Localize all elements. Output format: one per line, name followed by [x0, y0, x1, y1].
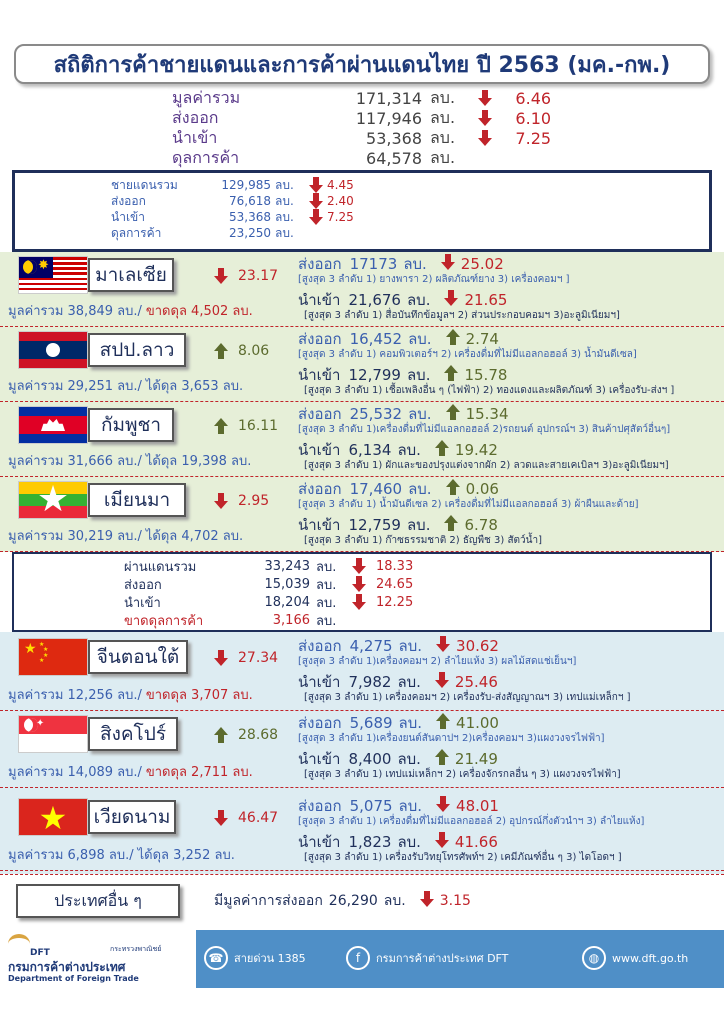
- export-top3: [สูงสุด 3 ลำดับ 1)เครื่องดื่มที่ไม่มีแอลกอฮอล์ 2)รถยนต์ อุปกรณ์ฯ 3) สินค้าปศุสัตว์อื่นๆ]: [298, 424, 671, 435]
- country-total-change: [214, 650, 278, 666]
- footer: [0, 930, 724, 988]
- border-label: นำเข้า: [111, 209, 145, 224]
- export-unit: ลบ.: [398, 637, 423, 655]
- arrow-down-icon: [214, 810, 228, 826]
- import-unit: ลบ.: [397, 833, 421, 851]
- import-pct: 15.78: [464, 366, 508, 384]
- logo-abbr: DFT: [30, 948, 50, 958]
- transit-row: [124, 558, 413, 574]
- transit-label: ส่งออก: [124, 577, 162, 593]
- country-balance: ได้ดุล 3,653 ลบ.: [145, 379, 244, 394]
- border-label: ชายแดนรวม: [111, 177, 178, 192]
- import-label: นำเข้า: [298, 516, 341, 534]
- facebook-text: กรมการค้าต่างประเทศ DFT: [376, 952, 509, 965]
- export-top3: [สูงสุด 3 ลำดับ 1) คอมพิวเตอร์ฯ 2) เครื่องดื่มที่ไม่มีแอลกอฮอล์ 3) น้ำมันดีเซล]: [298, 349, 637, 360]
- export-value: 5,075: [349, 797, 393, 815]
- export-label: ส่งออก: [298, 405, 342, 423]
- arrow-down-icon: [478, 130, 492, 146]
- export-pct: 15.34: [465, 405, 509, 423]
- facebook-icon: f: [346, 946, 370, 970]
- transit-unit: ลบ.: [316, 595, 337, 611]
- laos-flag: [18, 331, 88, 369]
- export-pct: 48.01: [456, 797, 499, 815]
- page-title: สถิติการค้าชายแดนและการค้าผ่านแดนไทย ปี 2563 (มค.-กพ.): [53, 52, 671, 78]
- arrow-up-icon: [214, 727, 228, 743]
- export-pct: 41.00: [456, 714, 499, 732]
- hotline-text: สายด่วน 1385: [234, 952, 306, 965]
- import-value: 1,823: [348, 833, 392, 851]
- export-unit: ลบ.: [403, 255, 427, 273]
- summary-label: ดุลการค้า: [172, 147, 240, 167]
- arrow-up-icon: [435, 440, 449, 456]
- summary-unit: ลบ.: [430, 107, 456, 127]
- dft-logo: [0, 930, 196, 988]
- arrow-down-icon: [435, 832, 449, 848]
- country-total-value: มูลค่ารวม 38,849 ลบ./: [8, 304, 142, 319]
- export-value: 16,452: [349, 330, 403, 348]
- import-top3: [สูงสุด 3 ลำดับ 1) สื่อบันทึกข้อมูลฯ 2) ส่วนประกอบคอมฯ 3)อะลูมิเนียมฯ]: [304, 310, 620, 321]
- border-unit: ลบ.: [275, 209, 294, 224]
- export-unit: ลบ.: [398, 714, 423, 732]
- import-value: 12,799: [348, 366, 401, 384]
- other-export-pct: 3.15: [439, 893, 471, 909]
- import-unit: ลบ.: [406, 291, 431, 309]
- country-block: [0, 713, 724, 787]
- cambodia-flag: [18, 406, 88, 444]
- arrow-down-icon: [435, 672, 449, 688]
- arrow-down-icon: [352, 558, 366, 574]
- country-total-change: [214, 268, 278, 284]
- country-block: [0, 636, 724, 710]
- country-name-box: [88, 800, 176, 834]
- country-total-pct: 23.17: [238, 268, 279, 284]
- country-balance: ขาดดุล 4,502 ลบ.: [145, 304, 253, 319]
- arrow-up-icon: [214, 343, 228, 359]
- transit-value: 18,204: [264, 594, 310, 610]
- ministry-name: กระทรวงพาณิชย์: [110, 945, 162, 953]
- country-balance: ขาดดุล 2,711 ลบ.: [145, 765, 253, 780]
- separator: [0, 870, 724, 871]
- other-export-label: มีมูลค่าการส่งออก: [214, 893, 323, 909]
- country-summary: [8, 525, 243, 546]
- country-name: จีนตอนใต้: [96, 646, 180, 668]
- country-total-value: มูลค่ารวม 29,251 ลบ./: [8, 379, 142, 394]
- country-balance: ได้ดุล 4,702 ลบ.: [145, 529, 244, 544]
- export-pct: 2.74: [465, 330, 499, 348]
- export-label: ส่งออก: [298, 480, 342, 498]
- arrow-up-icon: [444, 365, 458, 381]
- country-total-pct: 27.34: [238, 650, 279, 666]
- transit-value: 33,243: [264, 558, 310, 574]
- country-balance: ได้ดุล 19,398 ลบ.: [145, 454, 252, 469]
- summary-unit: ลบ.: [430, 87, 456, 107]
- export-pct: 30.62: [456, 637, 499, 655]
- export-top3: [สูงสุด 3 ลำดับ 1) เครื่องดื่มที่ไม่มีแอลกอฮอล์ 2) อุปกรณ์กึ่งตัวนำฯ 3) ลำไยแห้ง]: [298, 816, 645, 827]
- separator: [0, 787, 724, 788]
- hotline-item[interactable]: [204, 946, 306, 970]
- department-name-th: กรมการค้าต่างประเทศ: [8, 960, 126, 974]
- summary-value: 64,578: [366, 148, 422, 168]
- summary-unit: ลบ.: [430, 127, 456, 147]
- border-unit: ลบ.: [275, 193, 294, 208]
- export-unit: ลบ.: [408, 330, 432, 348]
- border-unit: ลบ.: [275, 225, 294, 240]
- country-summary: [8, 844, 235, 865]
- country-summary: [8, 300, 253, 321]
- arrow-up-icon: [446, 329, 460, 345]
- import-label: นำเข้า: [298, 750, 341, 768]
- import-unit: ลบ.: [397, 673, 421, 691]
- transit-row: [124, 612, 352, 628]
- import-pct: 21.65: [464, 291, 508, 309]
- country-name-box: [88, 333, 186, 367]
- import-value: 6,134: [348, 441, 392, 459]
- country-total-change: [214, 493, 269, 509]
- import-label: นำเข้า: [298, 366, 341, 384]
- arrow-up-icon: [436, 713, 450, 729]
- arrow-up-icon: [214, 418, 228, 434]
- country-block: [0, 796, 724, 870]
- import-pct: 21.49: [454, 750, 498, 768]
- import-label: นำเข้า: [298, 441, 341, 459]
- summary-label: มูลค่ารวม: [172, 87, 241, 107]
- import-top3: [สูงสุด 3 ลำดับ 1) เทปแม่เหล็กฯ 2) เครื่องจักรกลอื่น ๆ 3) แผงวงจรไฟฟ้า]: [304, 769, 621, 780]
- arrow-up-icon: [444, 515, 458, 531]
- other-export-value: 26,290: [328, 893, 378, 909]
- arrow-up-icon: [446, 479, 460, 495]
- arrow-down-icon: [352, 594, 366, 610]
- export-pct: 25.02: [460, 255, 504, 273]
- summary-pct: 7.25: [515, 128, 552, 148]
- export-value: 17173: [349, 255, 398, 273]
- import-unit: ลบ.: [406, 366, 431, 384]
- other-countries-line: [214, 890, 471, 912]
- country-name-box: [88, 258, 174, 292]
- export-unit: ลบ.: [408, 405, 432, 423]
- arrow-up-icon: [446, 404, 460, 420]
- department-name-en: Department of Foreign Trade: [8, 974, 139, 983]
- summary-pct: 6.46: [515, 88, 552, 108]
- myanmar-flag: ★: [18, 481, 88, 519]
- arrow-down-icon: [214, 268, 228, 284]
- import-value: 21,676: [348, 291, 401, 309]
- country-summary: [8, 375, 243, 396]
- country-name-box: [88, 483, 186, 517]
- malaysia-flag: ✸: [18, 256, 88, 294]
- arrow-up-icon: [435, 749, 449, 765]
- import-pct: 25.46: [454, 673, 498, 691]
- website-item[interactable]: [582, 946, 688, 970]
- country-total-change: [214, 343, 269, 359]
- transit-pct: 24.65: [376, 576, 414, 592]
- transit-label: นำเข้า: [124, 595, 161, 611]
- summary-value: 53,368: [366, 128, 422, 148]
- export-top3: [สูงสุด 3 ลำดับ 1)เครื่องยนต์สันดาปฯ 2)เครื่องคอมฯ 3)แผงวงจรไฟฟ้า]: [298, 733, 605, 744]
- import-top3: [สูงสุด 3 ลำดับ 1) เครื่องคอมฯ 2) เครื่องรับ-ส่งสัญญาณฯ 3) เทปแม่เหล็กฯ ]: [304, 692, 631, 703]
- country-total-pct: 2.95: [238, 493, 270, 509]
- title-box: [14, 44, 710, 84]
- import-top3: [สูงสุด 3 ลำดับ 1) ผักและของปรุงแต่งจากผัก 2) ลวดและสายเคเบิลฯ 3)อะลูมิเนียมฯ]: [304, 460, 669, 471]
- import-top3: [สูงสุด 3 ลำดับ 1) เครื่องรับวิทยุโทรศัพท์ฯ 2) เคมีภัณฑ์อื่น ๆ 3) ไดโอดฯ ]: [304, 852, 622, 863]
- arrow-down-icon: [309, 177, 323, 193]
- import-label: นำเข้า: [298, 291, 341, 309]
- arrow-down-icon: [352, 576, 366, 592]
- country-block: [0, 329, 724, 401]
- phone-icon: ☎: [204, 946, 228, 970]
- border-value: 129,985: [221, 178, 271, 192]
- export-value: 25,532: [349, 405, 403, 423]
- country-total-pct: 28.68: [238, 727, 279, 743]
- arrow-down-icon: [214, 493, 228, 509]
- arrow-down-icon: [478, 110, 492, 126]
- arrow-down-icon: [436, 636, 450, 652]
- import-top3: [สูงสุด 3 ลำดับ 1) ก๊าซธรรมชาติ 2) ธัญพืช 3) สัตว์น้ำ]: [304, 535, 543, 546]
- border-unit: ลบ.: [275, 177, 294, 192]
- summary-label: นำเข้า: [172, 127, 218, 147]
- other-countries-box: [16, 884, 180, 918]
- country-total-change: [214, 810, 278, 826]
- other-export-unit: ลบ.: [383, 893, 406, 909]
- summary-label: ส่งออก: [172, 107, 219, 127]
- transit-label: ขาดดุลการค้า: [124, 613, 204, 629]
- country-name-box: [88, 408, 174, 442]
- import-pct: 19.42: [454, 441, 498, 459]
- summary-pct: 6.10: [515, 108, 552, 128]
- transit-unit: ลบ.: [316, 577, 337, 593]
- transit-trade-box: [12, 552, 712, 632]
- border-label: ดุลการค้า: [111, 225, 162, 240]
- export-top3: [สูงสุด 3 ลำดับ 1) ยางพารา 2) ผลิตภัณฑ์ยาง 3) เครื่องคอมฯ ]: [298, 274, 570, 285]
- separator: [0, 874, 724, 875]
- export-unit: ลบ.: [408, 480, 432, 498]
- country-total-change: [214, 418, 278, 434]
- china-flag: ★ ★ ★ ★ ★: [18, 638, 88, 676]
- other-countries-label: ประเทศอื่น ๆ: [54, 890, 142, 910]
- country-total-value: มูลค่ารวม 6,898 ลบ./: [8, 848, 134, 863]
- vietnam-flag: ★: [18, 798, 88, 836]
- country-total-pct: 16.11: [238, 418, 279, 434]
- country-name-box: [88, 640, 188, 674]
- transit-value: 3,166: [272, 612, 310, 628]
- export-top3: [สูงสุด 3 ลำดับ 1)เครื่องคอมฯ 2) ลำไยแห้ง 3) ผลไม้สดแช่เย็นฯ]: [298, 656, 577, 667]
- country-total-value: มูลค่ารวม 12,256 ลบ./: [8, 688, 142, 703]
- arrow-down-icon: [309, 209, 323, 225]
- import-unit: ลบ.: [406, 516, 431, 534]
- import-label: นำเข้า: [298, 833, 341, 851]
- import-value: 7,982: [348, 673, 392, 691]
- export-label: ส่งออก: [298, 714, 342, 732]
- transit-unit: ลบ.: [316, 613, 337, 629]
- country-block: [0, 479, 724, 551]
- export-label: ส่งออก: [298, 637, 342, 655]
- import-label: นำเข้า: [298, 673, 341, 691]
- country-total-pct: 46.47: [238, 810, 279, 826]
- summary-row: [172, 148, 455, 168]
- import-pct: 6.78: [464, 516, 498, 534]
- border-label: ส่งออก: [111, 193, 146, 208]
- transit-row: [124, 594, 413, 610]
- country-total-value: มูลค่ารวม 30,219 ลบ./: [8, 529, 142, 544]
- export-label: ส่งออก: [298, 797, 342, 815]
- border-value: 23,250: [229, 226, 271, 240]
- country-name-box: [88, 717, 178, 751]
- summary-value: 171,314: [355, 88, 422, 108]
- border-pct: 2.40: [327, 194, 354, 208]
- arrow-down-icon: [214, 650, 228, 666]
- transit-unit: ลบ.: [316, 559, 337, 575]
- border-pct: 4.45: [327, 178, 354, 192]
- border-pct: 7.25: [327, 210, 354, 224]
- country-name: เวียดนาม: [93, 806, 171, 828]
- export-pct: 0.06: [465, 480, 499, 498]
- export-value: 4,275: [349, 637, 393, 655]
- export-top3: [สูงสุด 3 ลำดับ 1) น้ำมันดีเซล 2) เครื่องดื่มที่ไม่มีแอลกอฮอล์ 3) ผ้าผืนและด้าย]: [298, 499, 639, 510]
- country-summary: [8, 761, 253, 782]
- singapore-flag: ✦: [18, 715, 88, 753]
- facebook-item[interactable]: [346, 946, 508, 970]
- country-total-pct: 8.06: [238, 343, 270, 359]
- export-value: 5,689: [349, 714, 393, 732]
- arrow-down-icon: [420, 891, 434, 907]
- border-row: [111, 225, 309, 241]
- border-trade-box: [12, 170, 712, 252]
- globe-icon: ◍: [582, 946, 606, 970]
- import-unit: ลบ.: [397, 750, 421, 768]
- transit-label: ผ่านแดนรวม: [124, 559, 197, 575]
- arrow-down-icon: [441, 254, 455, 270]
- country-name: มาเลเซีย: [95, 264, 167, 286]
- country-balance: ขาดดุล 3,707 ลบ.: [145, 688, 253, 703]
- import-pct: 41.66: [454, 833, 498, 851]
- import-unit: ลบ.: [397, 441, 421, 459]
- export-value: 17,460: [349, 480, 403, 498]
- arrow-down-icon: [436, 796, 450, 812]
- country-summary: [8, 450, 251, 471]
- website-text: www.dft.go.th: [612, 951, 689, 965]
- country-total-change: [214, 727, 278, 743]
- export-label: ส่งออก: [298, 255, 342, 273]
- country-summary: [8, 684, 253, 705]
- arrow-down-icon: [309, 193, 323, 209]
- transit-pct: 18.33: [376, 558, 414, 574]
- import-top3: [สูงสุด 3 ลำดับ 1) เชื้อเพลิงอื่น ๆ (ไฟฟ้า) 2) ทองแดงและผลิตภัณฑ์ 3) เครื่องรับ-ส่งฯ ]: [304, 385, 675, 396]
- country-name: กัมพูชา: [100, 414, 162, 436]
- transit-value: 15,039: [264, 576, 310, 592]
- export-unit: ลบ.: [398, 797, 423, 815]
- country-name: สิงคโปร์: [99, 723, 167, 745]
- footer-contact-bar: [196, 930, 724, 988]
- arrow-down-icon: [444, 290, 458, 306]
- country-total-value: มูลค่ารวม 31,666 ลบ./: [8, 454, 142, 469]
- arrow-down-icon: [478, 90, 492, 106]
- import-value: 8,400: [348, 750, 392, 768]
- country-total-value: มูลค่ารวม 14,089 ลบ./: [8, 765, 142, 780]
- border-value: 76,618: [229, 194, 271, 208]
- transit-pct: 12.25: [376, 594, 414, 610]
- summary-unit: ลบ.: [430, 147, 456, 167]
- country-block: [0, 404, 724, 476]
- country-block: [0, 254, 724, 326]
- country-balance: ได้ดุล 3,252 ลบ.: [137, 848, 235, 863]
- export-label: ส่งออก: [298, 330, 342, 348]
- transit-row: [124, 576, 413, 592]
- country-name: เมียนมา: [103, 489, 171, 511]
- logo-swoosh-icon: [8, 934, 30, 954]
- summary-value: 117,946: [355, 108, 422, 128]
- country-name: สปป.ลาว: [99, 339, 175, 361]
- border-value: 53,368: [229, 210, 271, 224]
- import-value: 12,759: [348, 516, 401, 534]
